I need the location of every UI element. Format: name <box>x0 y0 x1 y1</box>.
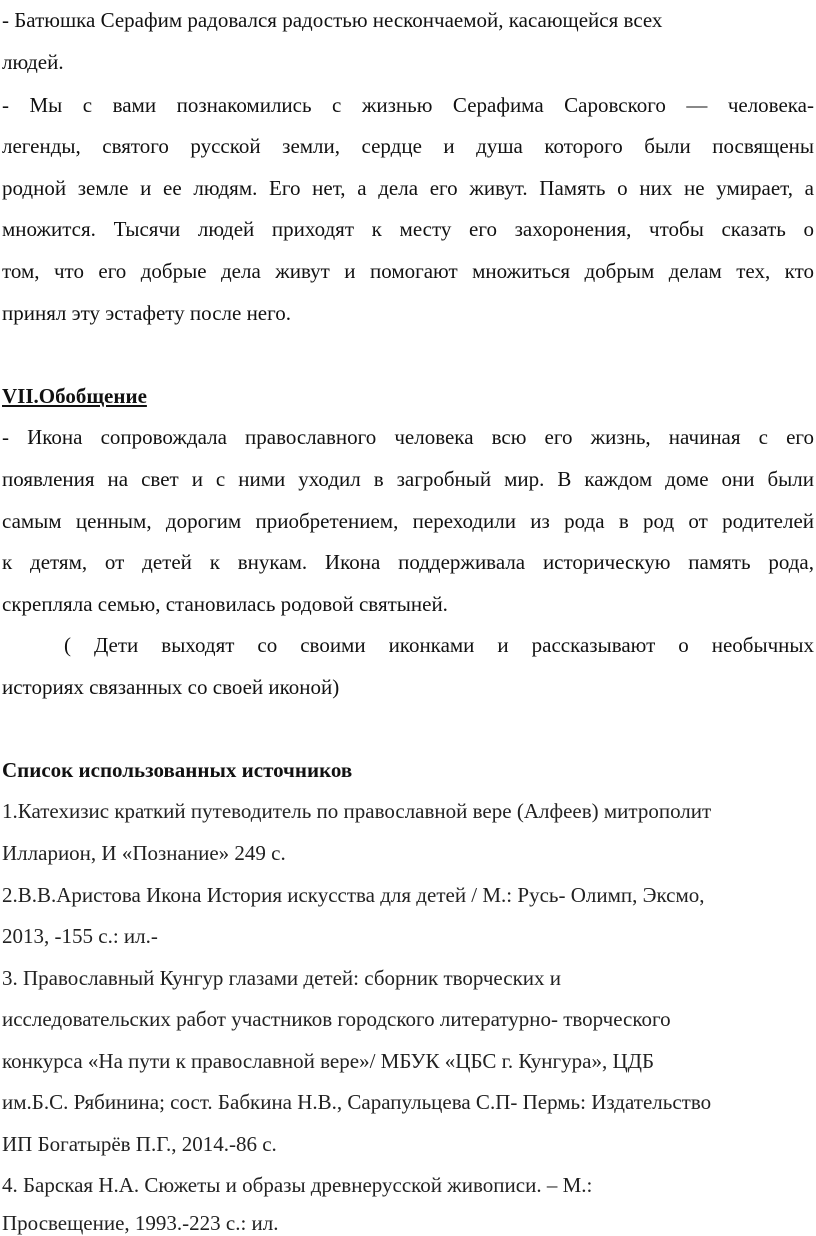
section-7-title: VII.Обобщение <box>2 384 147 408</box>
source-3-line-1: 3. Православный Кунгур глазами детей: сборник творческих и <box>2 966 562 990</box>
paragraph-2-line-4: множится. Тысячи людей приходят к месту его захоронения, чтобы сказать о <box>2 217 814 241</box>
paragraph-2-line-2: легенды, святого русской земли, сердце и душа которого были посвящены <box>2 134 814 158</box>
section-7-line-3: самым ценным, дорогим приобретением, переходили из рода в род от родителей <box>2 509 814 533</box>
paragraph-2-line-1: - Мы с вами познакомились с жизнью Серафима Саровского — человека- <box>2 93 814 117</box>
section-7-line-5: скрепляла семью, становилась родовой святыней. <box>2 592 448 616</box>
source-2-line-1: 2.В.В.Аристова Икона История искусства для детей / М.: Русь- Олимп, Эксмо, <box>2 883 705 907</box>
source-4-line-2: Просвещение, 1993.-223 с.: ил. <box>2 1211 279 1235</box>
paragraph-2-line-6: принял эту эстафету после него. <box>2 301 291 325</box>
source-1-line-2: Илларион, И «Познание» 249 с. <box>2 841 286 865</box>
source-1-line-1: 1.Катехизис краткий путеводитель по православной вере (Алфеев) митрополит <box>2 799 712 823</box>
source-2-line-2: 2013, -155 с.: ил.- <box>2 924 158 948</box>
source-4-line-1: 4. Барская Н.А. Сюжеты и образы древнерусской живописи. – М.: <box>2 1173 593 1197</box>
paragraph-1-line-1: - Батюшка Серафим радовался радостью нескончаемой, касающейся всех <box>2 8 663 32</box>
source-3-line-4: им.Б.С. Рябинина; сост. Бабкина Н.В., Сарапульцева С.П- Пермь: Издательство <box>2 1090 712 1114</box>
paragraph-2-line-3: родной земле и ее людям. Его нет, а дела его живут. Память о них не умирает, а <box>2 176 814 200</box>
source-3-line-3: конкурса «На пути к православной вере»/ МБУК «ЦБС г. Кунгура», ЦДБ <box>2 1049 655 1073</box>
paragraph-2-line-5: том, что его добрые дела живут и помогают множиться добрым делам тех, кто <box>2 259 814 283</box>
source-3-line-5: ИП Богатырёв П.Г., 2014.-86 с. <box>2 1132 277 1156</box>
section-7-line-4: к детям, от детей к внукам. Икона поддерживала историческую память рода, <box>2 550 814 574</box>
paragraph-1-line-2: людей. <box>2 50 64 74</box>
source-3-line-2: исследовательских работ участников городского литературно- творческого <box>2 1007 671 1031</box>
section-7-note-line-2: историях связанных со своей иконой) <box>2 675 340 699</box>
section-7-line-2: появления на свет и с ними уходил в загробный мир. В каждом доме они были <box>2 467 814 491</box>
sources-title: Список использованных источников <box>2 758 353 782</box>
section-7-note-line-1: ( Дети выходят со своими иконками и рассказывают о необычных <box>64 633 814 657</box>
section-7-line-1: - Икона сопровождала православного человека всю его жизнь, начиная с его <box>2 425 814 449</box>
